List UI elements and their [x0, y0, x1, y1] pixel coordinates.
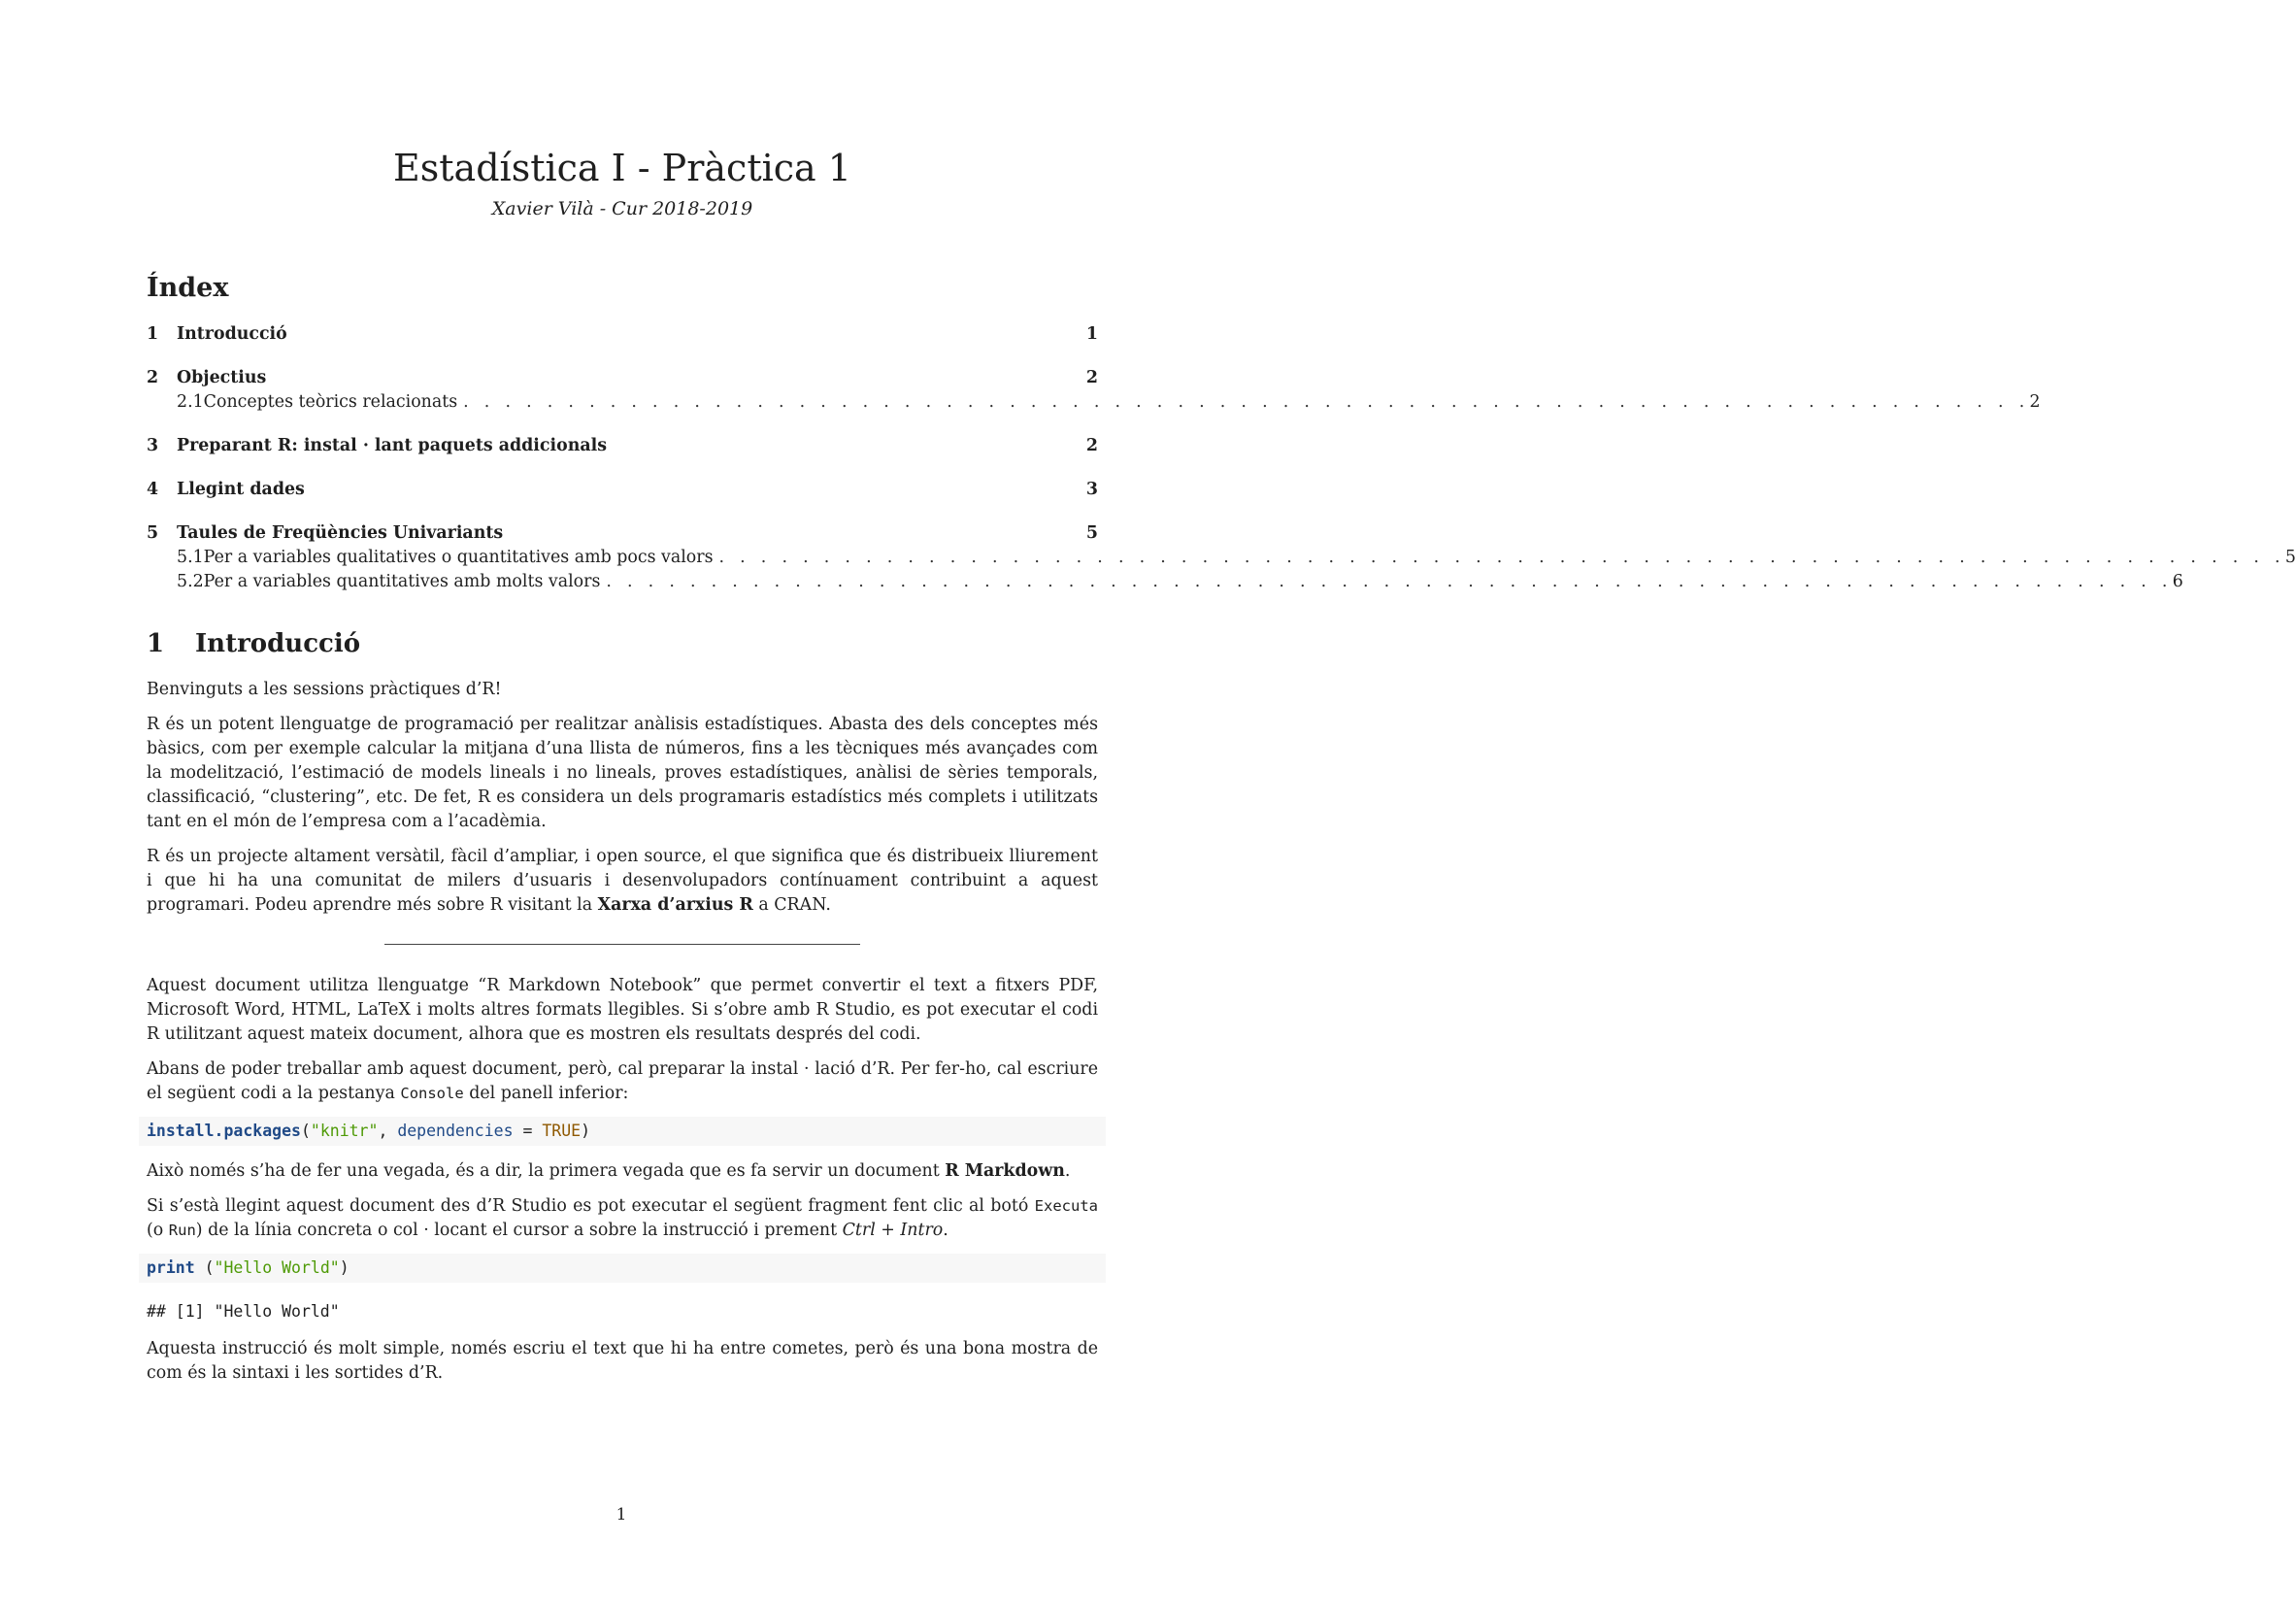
- toc-entry-number: 2: [147, 368, 159, 387]
- text-run: del panell inferior:: [463, 1084, 629, 1103]
- code-argument: dependencies: [397, 1122, 514, 1140]
- toc-entry-page: 3: [1085, 480, 1098, 499]
- code-constant: TRUE: [542, 1122, 582, 1140]
- text-run: a CRAN.: [752, 895, 831, 915]
- toc-subentry-label: Conceptes teòrics relacionats: [203, 392, 458, 412]
- toc-entry-page: 2: [1085, 368, 1098, 387]
- code-string: "Hello World": [214, 1258, 340, 1277]
- toc-entry-number: 5: [147, 523, 159, 543]
- cran-link[interactable]: Xarxa d’arxius R: [597, 895, 753, 915]
- toc-entry-5-1[interactable]: [147, 546, 2296, 570]
- keyboard-shortcut: Ctrl + Intro: [842, 1221, 944, 1240]
- text-run: R és un projecte altament versàtil, fàcil d’ampliar, i open source, el que significa que és distribueix lliurement i que hi ha una comunitat de milers d’usuaris i desenvolupadors contínuament contribuint a aquest programari. Podeu aprendre més sobre R visitant la: [147, 847, 1098, 915]
- document-subtitle: Xavier Vilà - Cur 2018-2019: [491, 198, 753, 219]
- toc-entry-label: Objectius: [177, 368, 267, 387]
- code-function: print: [147, 1258, 195, 1277]
- section-heading-introduccio: [147, 627, 1098, 660]
- text-run: Si s’està llegint aquest document des d’R Studio es pot executar el següent fragment fent clic al botó: [147, 1196, 1035, 1216]
- section-title: Introducció: [195, 629, 361, 658]
- toc-entry-label: Introducció: [177, 324, 287, 344]
- code-string: "knitr": [310, 1122, 379, 1140]
- toc-entry-5-2[interactable]: [147, 570, 2183, 594]
- toc-entry-2-1[interactable]: [147, 390, 2041, 415]
- paragraph-welcome: Benvinguts a les sessions pràctiques d’R!: [147, 680, 502, 699]
- toc-subentry-number: 5.2: [177, 572, 204, 591]
- inline-code-executa: Executa: [1034, 1197, 1098, 1215]
- toc-subentry-number: 5.1: [177, 548, 204, 567]
- toc-entry-page: 2: [1085, 436, 1098, 455]
- toc-entry-number: 3: [147, 436, 159, 455]
- toc-entry-2[interactable]: [147, 366, 1098, 390]
- text-run: .: [1064, 1161, 1071, 1181]
- toc-entry-4[interactable]: [147, 478, 1098, 502]
- inline-code-console: Console: [400, 1085, 464, 1102]
- toc-heading: Índex: [147, 273, 229, 303]
- toc-entry-5[interactable]: [147, 521, 1098, 546]
- page-number: 1: [616, 1505, 627, 1524]
- horizontal-rule: [384, 944, 860, 945]
- bold-text: R Markdown: [945, 1161, 1065, 1181]
- paragraph-r-project: [147, 845, 1098, 918]
- toc-dot-leader: . . . . . . . . . . . . . . . . . . . . . . . . . . . . . . . . . . . . . . . . . . . . . . . . . . . . . . . . . . . . . . . . . . . . . . . . . . .: [606, 572, 2173, 591]
- toc-entry-number: 1: [147, 324, 159, 344]
- toc-entry-page: 1: [1085, 324, 1098, 344]
- text-run: (o: [147, 1221, 169, 1240]
- toc-subentry-page: 5: [2284, 548, 2296, 567]
- toc-entry-3[interactable]: [147, 434, 1098, 458]
- document-title: Estadística I - Pràctica 1: [393, 147, 851, 189]
- toc-entry-number: 4: [147, 480, 159, 499]
- code-block-print[interactable]: print ("Hello World"): [139, 1254, 1106, 1283]
- table-of-contents: [147, 322, 2296, 594]
- section-number: 1: [147, 629, 165, 658]
- text-run: Això només s’ha de fer una vegada, és a dir, la primera vegada que es fa servir un document: [147, 1161, 946, 1181]
- toc-dot-leader: . . . . . . . . . . . . . . . . . . . . . . . . . . . . . . . . . . . . . . . . . . . . . . . . . . . . . . . . . . . . . . . . . . . . . . . . . . .: [463, 392, 2030, 412]
- paragraph-run-instructions: [147, 1194, 1098, 1243]
- toc-dot-leader: . . . . . . . . . . . . . . . . . . . . . . . . . . . . . . . . . . . . . . . . . . . . . . . . . . . . . . . . . . . . . . . . . . . . . . . . . . .: [718, 548, 2285, 567]
- code-function: install.packages: [147, 1122, 301, 1140]
- paragraph-only-once: [147, 1159, 1098, 1184]
- document-page: [147, 0, 2296, 1396]
- toc-subentry-number: 2.1: [177, 392, 204, 412]
- text-run: Abans de poder treballar amb aquest document, però, cal preparar la instal · lació d’R. Per fer-ho, cal escriure el següent codi a la pestanya: [147, 1059, 1098, 1103]
- toc-subentry-page: 6: [2172, 572, 2183, 591]
- toc-subentry-label: Per a variables qualitatives o quantitatives amb pocs valors: [203, 548, 714, 567]
- toc-entry-label: Preparant R: instal · lant paquets addicionals: [177, 436, 608, 455]
- paragraph-markdown-notebook: Aquest document utilitza llenguatge “R Markdown Notebook” que permet convertir el text a fitxers PDF, Microsoft Word, HTML, LaTeX i molts altres formats llegibles. Si s’obre amb R Studio, es pot executar el codi R utilitzant aquest mateix document, alhora que es mostren els resultats després del codi.: [147, 976, 1098, 1044]
- text-run: ) de la línia concreta o col · locant el cursor a sobre la instrucció i prement: [195, 1221, 843, 1240]
- toc-subentry-label: Per a variables quantitatives amb molts valors: [203, 572, 601, 591]
- inline-code-run: Run: [168, 1222, 196, 1239]
- text-run: .: [943, 1221, 948, 1240]
- toc-subentry-page: 2: [2029, 392, 2041, 412]
- paragraph-install-instructions: [147, 1057, 1098, 1106]
- toc-entry-label: Llegint dades: [177, 480, 305, 499]
- toc-entry-page: 5: [1085, 523, 1098, 543]
- code-output: ## [1] "Hello World": [147, 1302, 340, 1321]
- title-block: [147, 146, 1098, 221]
- paragraph-r-description: R és un potent llenguatge de programació per realitzar anàlisis estadístiques. Abasta des dels conceptes més bàsics, com per exemple calcular la mitjana d’una llista de números, fins a les tècniques més avançades com la modelització, l’estimació de models lineals i no lineals, proves estadístiques, anàlisi de sèries temporals, classificació, “clustering”, etc. De fet, R es considera un dels programaris estadístics més complets i utilitzats tant en el món de l’empresa com a l’acadèmia.: [147, 715, 1098, 831]
- paragraph-instruction-explanation: Aquesta instrucció és molt simple, només escriu el text que hi ha entre cometes, però és una bona mostra de com és la sintaxi i les sortides d’R.: [147, 1339, 1098, 1383]
- toc-entry-1[interactable]: [147, 322, 1098, 347]
- toc-entry-label: Taules de Freqüències Univariants: [177, 523, 504, 543]
- code-block-install[interactable]: install.packages("knitr", dependencies = TRUE): [139, 1117, 1106, 1146]
